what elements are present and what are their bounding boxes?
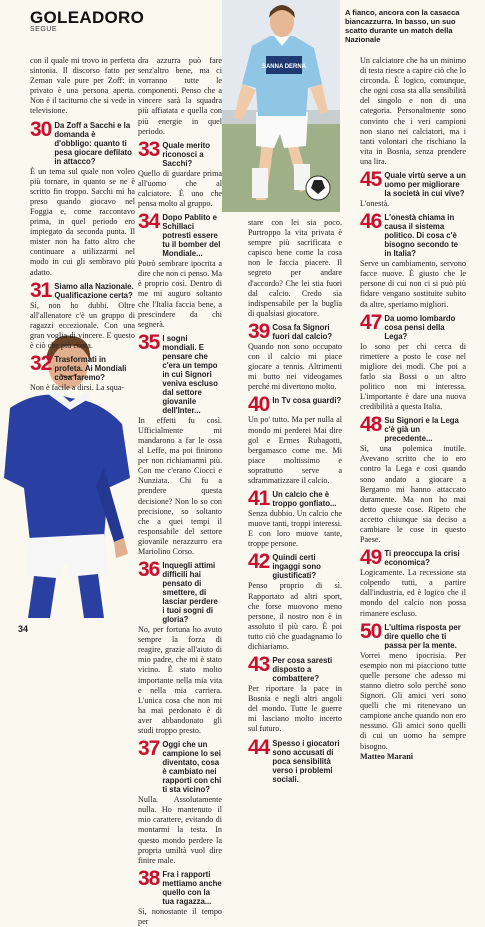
question-49: [360, 546, 466, 570]
question-36: [138, 560, 222, 624]
question-number: 40: [248, 393, 270, 417]
question-text: L'ultima risposta per dire quello che ti passa per la mente.: [384, 622, 461, 650]
question-number: 42: [248, 550, 270, 574]
question-number: 32: [30, 352, 52, 376]
answer-text: Sì, nonostante il tempo per: [138, 906, 222, 926]
question-number: 49: [360, 546, 382, 570]
question-42: [248, 552, 342, 580]
question-number: 31: [30, 278, 52, 302]
jersey-sponsor-text: SANNA DERNA: [261, 64, 307, 70]
question-41: [248, 487, 342, 511]
author-signature: Matteo Marani: [360, 751, 414, 761]
question-number: 36: [138, 558, 160, 582]
column-2: [138, 56, 222, 927]
question-39: [248, 319, 342, 343]
question-text: Quale virtù serve a un uomo per migliorare la società in cui vive?: [384, 171, 466, 199]
question-38: [138, 866, 222, 906]
question-number: 38: [138, 866, 160, 890]
question-47: [360, 310, 466, 341]
question-46: [360, 212, 466, 258]
answer-text: In effetti fu così. Ufficialmente mi mandarono a far le ossa al Leffe, ma poi finirono per non richiamarmi più. Con me c'erano Ciocci e Nunziata. Chi fu a prendere questa decisione? Non lo so con precisione, so soltanto che a quei tempi il responsabile del settore giovanile nerazzurro era Mariolino Corso.: [138, 415, 222, 556]
question-48: [360, 415, 466, 443]
question-number: 30: [30, 117, 52, 141]
question-text: Cosa fa Signori fuori dal calcio?: [272, 322, 333, 341]
question-number: 47: [360, 310, 382, 334]
question-number: 44: [248, 735, 270, 759]
question-text: Da Zoff a Sacchi e la domanda è d'obbligo: quanto ti pesa giocare defilato in attacco?: [54, 120, 132, 166]
question-number: 34: [138, 210, 160, 234]
question-32: [30, 354, 135, 382]
question-text: Su Signori e la Lega c'è già un precedente...: [384, 416, 459, 444]
answer-text: Un po' tutto. Ma per nulla al mondo mi perderei Mai dire gol e Ermes Rubagotti, bergamasco come me. Mi piace moltissimo e soprattutto serve a sdrammatizzare il calcio.: [248, 415, 342, 485]
question-text: Quindi certi ingaggi sono giustificati?: [272, 553, 321, 581]
question-35: [138, 330, 222, 415]
question-text: Da uomo lombardo cosa pensi della Lega?: [384, 313, 456, 341]
paragraph: Un calciatore che ha un minimo di testa riesce a capire ciò che lo circonda. È logico, comunque, che ogni cosa sta alla sensibilità del singolo e non di una categoria. Personalmente sono convinto che i veri campioni non siano nei calciatori, ma i tanti volontari che rischiano la vita in Bosnia, senza prendere una lira.: [360, 56, 466, 166]
question-text: In Tv cosa guardi?: [272, 396, 342, 406]
question-33: [138, 137, 222, 168]
answer-text: Penso proprio di sì. Rapportato ad altri sport, che forse muovono meno persone, il nostro non è in assoluto il più caro. È poi tutto ciò che guadagnamo lo dichiariamo.: [248, 581, 342, 651]
answer-text: Vorrei meno ipocrisia. Per esempio non mi piacciono tutte quelle persone che adesso mi stanno dietro solo perché sono Signori. Gli amici veri sono quelli che mi ritenevano un campione anche quando non ero nessuno. Gli amici sono quelli di cui un uomo ha sempre bisogno.: [360, 650, 466, 751]
question-text: Un calcio che è troppo gonfiato...: [272, 490, 337, 509]
answer-text: No, per fortuna ho avuto sempre la forza di reagire, grazie all'aiuto di mio padre, che mi è stato vicino. È stato molto importante nella mia vita e nella mia carriera. L'unica cosa che non mi ha mai perdonato è di aver abbandonato gli studi troppo presto.: [138, 625, 222, 736]
question-44: [248, 735, 342, 784]
question-number: 45: [360, 168, 382, 192]
question-text: Spesso i giocatori sono accusati di poca sensibilità verso i problemi sociali.: [272, 738, 340, 784]
question-31: [30, 278, 135, 302]
question-text: Ti preoccupa la crisi economica?: [384, 549, 460, 568]
question-34: [138, 212, 222, 258]
photo-lazio-player: [222, 0, 340, 212]
answer-text: L'onestà.: [360, 199, 390, 209]
paragraph: stare con lei sia poco. Purtroppo la vita privata è sempre più sacrificata e capisco bene come la cosa non le faccia piacere. Il segreto per andare d'accordo? Che lei stia fuori dal calcio. Credo sia indispensabile per la buglia di qualsiasi giocatore.: [248, 218, 342, 318]
question-number: 39: [248, 319, 270, 343]
question-text: I sogni mondiali. E pensare che c'era un tempo in cui Signori veniva escluso dal settore giovanile dell'Inter...: [162, 333, 218, 415]
answer-text: Logicamente. La recessione sta colpendo tutti, a partire dall'industria, ed è logico che il mondo del calcio non possa rimanere escluso.: [360, 568, 466, 618]
photo-lazio-illustration: [222, 0, 340, 212]
question-text: Fra i rapporti mettiamo anche quello con la tua ragazza...: [162, 869, 222, 906]
question-30: [30, 117, 135, 166]
question-number: 37: [138, 737, 160, 761]
column-4: [360, 56, 466, 762]
paragraph: dra azzurra può fare senz'altro bene, ma ci vorranno tutte le componenti. Penso che a vincere sarà la squadra più affiatata e quella con più energie in quel periodo.: [138, 56, 222, 136]
photo-caption: A fianco, ancora con la casacca biancazzurra. In basso, un suo scatto durante un match della Nazionale: [345, 8, 460, 44]
page-number: 34: [18, 624, 29, 634]
answer-text: Sì, non ho dubbi. Oltre all'allenatore c'è un gruppo di ragazzi eccezionale. Con una gran voglia di vincere. E questo è ciò che più conta.: [30, 300, 135, 350]
column-3: [248, 218, 342, 785]
question-40: [248, 393, 342, 417]
question-number: 33: [138, 137, 160, 161]
answer-text: Sì, una polemica inutile. Avevano scritto che io ero contro la Lega e così quando sono andato a giocare a Bergamo mi hanno attaccato duramente. Ma non ho mai detto queste cose. Ripeto che accetto chiunque sia deciso a cambiare le cose in questo Paese.: [360, 444, 466, 545]
answer-text: Io sono per chi cerca di rimettere a posto le cose nel migliore dei modi. Che poi a farlo sia Bossi o un altro politico non mi interessa. L'importante è dare una nuova credibilità a questa Italia.: [360, 341, 466, 412]
answer-text: Senza dubbio. Un calcio che muove tanti, troppi interessi. E con loro muove tante, troppe persone.: [248, 509, 342, 549]
paragraph: con il quale mi trovo in perfetta sintonia. Il discorso fatto per Zeman vale pure per Zoff: in privato è una persona aperta. Non è il taciturno che si vede in televisione.: [30, 56, 135, 116]
section-title: GOLEADORO: [30, 8, 145, 27]
answer-text: Quando non sono occupato con il calcio mi piace giocare a tennis. Altrimenti mi butto nei videogames perché mi divertono molto.: [248, 341, 342, 392]
question-text: L'onestà chiama in causa il sistema politico. Di cosa c'è bisogno secondo te in Italia?: [384, 213, 458, 259]
answer-text: Potrò sembrare ipocrita a dire che non ci penso. Ma è proprio così. Dentro di me mi auguro soltanto che l'Italia faccia bene, a prescindere da chi segnerà.: [138, 259, 222, 329]
question-37: [138, 739, 222, 794]
question-text: Oggi che un campione lo sei diventato, cosa è cambiato nei rapporti con chi ti sta vicino?: [162, 740, 222, 795]
question-50: [360, 619, 466, 650]
question-text: Trasformati in profeta. Ai Mondiali cosa faremo?: [54, 355, 127, 383]
question-number: 35: [138, 330, 160, 354]
question-number: 48: [360, 413, 382, 437]
question-number: 43: [248, 653, 270, 677]
answer-text: Non è facile a dirsi. La squa-: [30, 383, 125, 393]
question-43: [248, 655, 342, 683]
question-text: Quale merito riconosci a Sacchi?: [162, 140, 211, 168]
question-text: Per cosa saresti disposto a combattere?: [272, 656, 333, 684]
answer-text: Nulla. Assolutamente nulla. Ho mantenuto il mio carattere, evitando di montarmi la testa. In questo mondo perdere la propria umiltà vuol dire finire male.: [138, 795, 222, 865]
question-number: 50: [360, 619, 382, 643]
section-subtitle: SEGUE: [30, 26, 58, 33]
answer-text: Serve un cambiamento, servono facce nuove. È giusto che le persone di cui non ci si può più fidare vengano sostituite subito da altre, speriamo migliori.: [360, 259, 466, 309]
question-45: [360, 170, 466, 198]
question-number: 46: [360, 210, 382, 234]
column-1: [30, 56, 135, 393]
question-text: Inquegli attimi difficili hai pensato di smettere, di lasciar perdere i tuoi sogni di gloria?: [162, 561, 218, 625]
answer-text: Per riportare la pace in Bosnia e negli altri angoli del mondo. Tutte le guerre mi lasciano molto incerto sul futuro.: [248, 684, 342, 734]
answer-text: È un tema sul quale non voleo più tornare, in quanto se ne è scritto fin troppo. Sacchi mi ha preso quando giocavo nel Foggia e, come raccontavo prima, in quel periodo ero impiegato da seconda punta. Il mister non ha fatto altro che continuare a utilizzarmi nel modo in cui gli sembravo più adatto.: [30, 166, 135, 277]
question-number: 41: [248, 487, 270, 511]
question-text: Dopo Pablito e Schillaci potresti essere tu il bomber del Mondiale...: [162, 213, 221, 259]
question-text: Siamo alla Nazionale. Qualificazione certa?: [54, 281, 134, 300]
answer-text: Quello di guardare prima all'uomo che al calciatore. È uno che pensa molto al gruppo.: [138, 168, 222, 209]
